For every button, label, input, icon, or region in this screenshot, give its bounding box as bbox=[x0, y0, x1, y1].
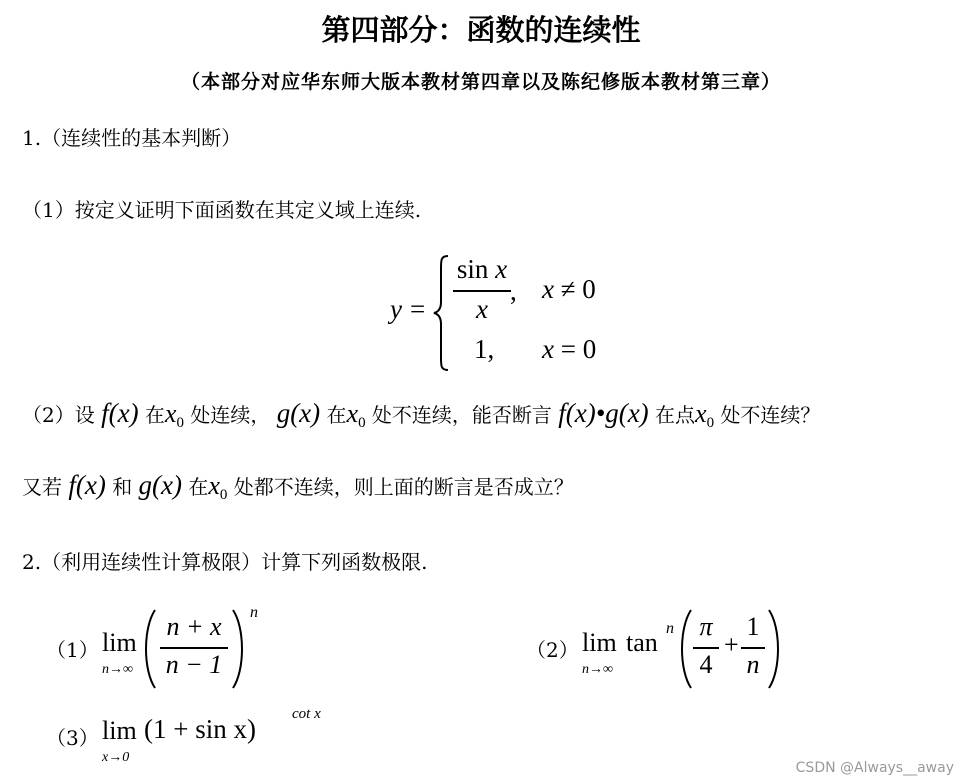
x0-3-sub: 0 bbox=[706, 415, 715, 431]
limit-2-tan-power: n bbox=[666, 620, 674, 637]
gx-2: g(x) bbox=[138, 470, 183, 500]
limit-3-under: x→0 bbox=[102, 750, 130, 765]
q2-at-2: 在 bbox=[326, 403, 347, 427]
limit-item-2 bbox=[526, 604, 806, 694]
limit-2-frac1-bar bbox=[693, 647, 719, 649]
case2-condition: x = 0 bbox=[542, 334, 597, 364]
limit-3-label: （3） bbox=[46, 726, 99, 750]
q2-part5: 在点 bbox=[655, 403, 696, 427]
section2-heading: 2.（利用连续性计算极限）计算下列函数极限. bbox=[22, 550, 428, 574]
q2-part4: 处不连续，能否断言 bbox=[371, 403, 552, 427]
q2b-part3: 在 bbox=[188, 475, 209, 499]
case1-condition: x ≠ 0 bbox=[542, 274, 596, 304]
case1-comma: , bbox=[510, 276, 517, 306]
limit-1-numerator: n + x bbox=[166, 612, 222, 641]
limit-item-3 bbox=[46, 702, 321, 772]
page-title: 第四部分：函数的连续性 bbox=[321, 13, 641, 47]
limit-2-frac2-num: 1 bbox=[746, 612, 760, 641]
page-subtitle: （本部分对应华东师大版本教材第四章以及陈纪修版本教材第三章） bbox=[180, 71, 781, 93]
q2b-part2: 和 bbox=[112, 475, 133, 499]
section1-heading: 1.（连续性的基本判断） bbox=[22, 126, 242, 150]
fx-1: f(x) bbox=[101, 398, 139, 428]
q2b-part4: 处都不连续，则上面的断言是否成立？ bbox=[233, 475, 574, 499]
x0-1: x bbox=[164, 399, 177, 428]
limit-2-under: n→∞ bbox=[582, 662, 613, 677]
x0-4: x bbox=[208, 471, 220, 500]
limit-2-lim: lim bbox=[582, 628, 617, 657]
limit-2-tan: tan bbox=[626, 628, 658, 657]
q1-piecewise-formula bbox=[380, 248, 620, 378]
limit-3-lim: lim bbox=[102, 716, 137, 745]
limit-2-frac2-bar bbox=[741, 647, 765, 649]
q2-at-1: 在 bbox=[144, 403, 165, 427]
watermark: CSDN @Always__away bbox=[795, 760, 954, 776]
case1-numerator: sin x bbox=[456, 254, 508, 284]
limit-1-left-paren bbox=[140, 608, 158, 690]
x0-1-sub: 0 bbox=[176, 415, 184, 431]
case1-fraction-bar bbox=[453, 290, 511, 292]
limit-1-lim: lim bbox=[102, 628, 137, 657]
limit-1-power: n bbox=[250, 604, 258, 621]
q1-text: （1）按定义证明下面函数在其定义域上连续. bbox=[22, 198, 422, 222]
q2-part6: 处不连续？ bbox=[720, 403, 821, 427]
x0-2-sub: 0 bbox=[358, 415, 366, 431]
limit-item-1 bbox=[46, 604, 306, 694]
x0-3: x bbox=[695, 399, 707, 428]
fx-2: f(x) bbox=[68, 470, 106, 500]
case1-denominator: x bbox=[476, 294, 488, 324]
limit-2-plus: + bbox=[724, 630, 739, 659]
case2-value: 1, bbox=[474, 334, 495, 364]
q2-line2 bbox=[22, 470, 574, 504]
limit-2-label: （2） bbox=[526, 638, 579, 662]
q2-prefix: （2）设 bbox=[22, 403, 95, 427]
limit-1-fraction-bar bbox=[160, 647, 228, 649]
formula-equals: = bbox=[410, 294, 426, 324]
fx-gx-product: f(x)•g(x) bbox=[558, 398, 649, 428]
limit-2-frac1-num: π bbox=[699, 612, 713, 641]
limit-1-under: n→∞ bbox=[102, 662, 133, 677]
limit-3-body: (1 + sin x) bbox=[144, 714, 256, 744]
limit-2-right-paren bbox=[766, 608, 784, 690]
x0-4-sub: 0 bbox=[219, 487, 228, 503]
limit-2-frac1-den: 4 bbox=[699, 650, 713, 679]
gx-1: g(x) bbox=[276, 398, 321, 428]
limit-1-denominator: n − 1 bbox=[165, 650, 223, 679]
formula-y: y bbox=[390, 294, 402, 324]
q2-line1 bbox=[22, 398, 820, 432]
q2-part2: 处连续， bbox=[190, 403, 271, 427]
limit-3-power: cot x bbox=[292, 706, 321, 722]
x0-2: x bbox=[346, 399, 359, 428]
left-brace bbox=[432, 254, 452, 372]
limit-1-right-paren bbox=[230, 608, 248, 690]
limit-1-label: （1） bbox=[46, 638, 99, 662]
limit-2-frac2-den: n bbox=[746, 650, 760, 679]
q2b-part1: 又若 bbox=[22, 475, 62, 499]
